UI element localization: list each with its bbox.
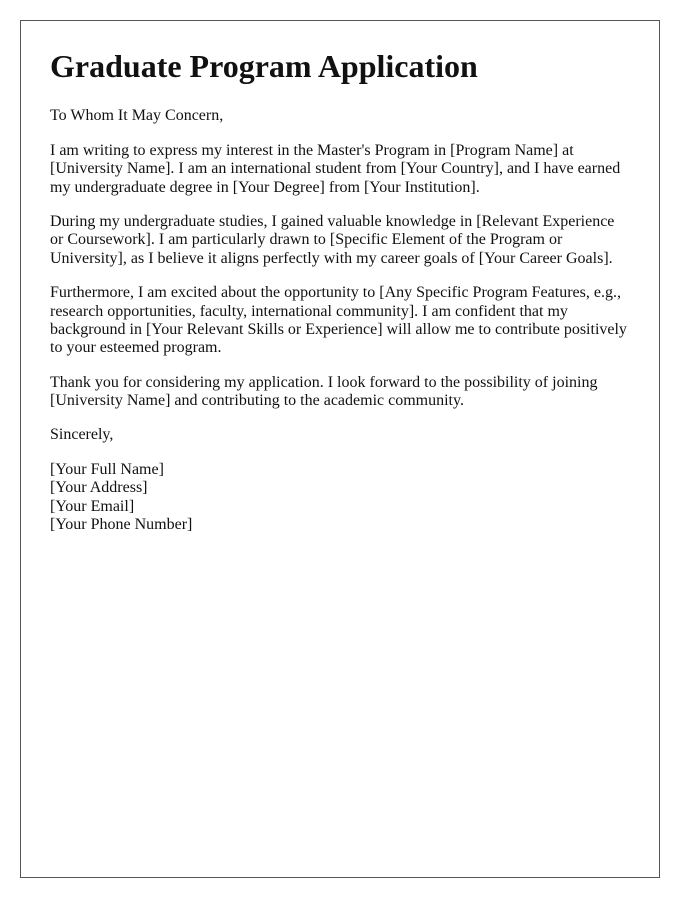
signature-address: [Your Address] bbox=[50, 479, 148, 497]
letter-page bbox=[20, 20, 660, 878]
body-paragraph-2: During my undergraduate studies, I gained valuable knowledge in [Relevant Experience or Coursework]. I am particularly drawn to [Specific Element of the Program or University], as I believe it aligns perfectly with my career goals of [Your Career Goals]. bbox=[50, 212, 615, 267]
signature-name: [Your Full Name] bbox=[50, 460, 164, 478]
body-paragraph-3: Furthermore, I am excited about the opportunity to [Any Specific Program Features, e.g., research opportunities, faculty, international community]. I am confident that my background in [Your Relevant Skills or Experience] will allow me to contribute positively to your esteemed program. bbox=[50, 284, 627, 357]
salutation: To Whom It May Concern, bbox=[50, 107, 224, 125]
signature-block bbox=[50, 461, 630, 535]
body-paragraph-4: Thank you for considering my application. I look forward to the possibility of joining [University Name] and contributing to the academic community. bbox=[50, 373, 598, 410]
closing: Sincerely, bbox=[50, 426, 114, 444]
body-paragraph-1: I am writing to express my interest in the Master's Program in [Program Name] at [University Name]. I am an international student from [Your Country], and I have earned my undergraduate degree in [Your Degree] from [Your Institution]. bbox=[50, 141, 621, 196]
signature-email: [Your Email] bbox=[50, 497, 135, 515]
page-title: Graduate Program Application bbox=[50, 48, 478, 84]
signature-phone: [Your Phone Number] bbox=[50, 516, 193, 534]
